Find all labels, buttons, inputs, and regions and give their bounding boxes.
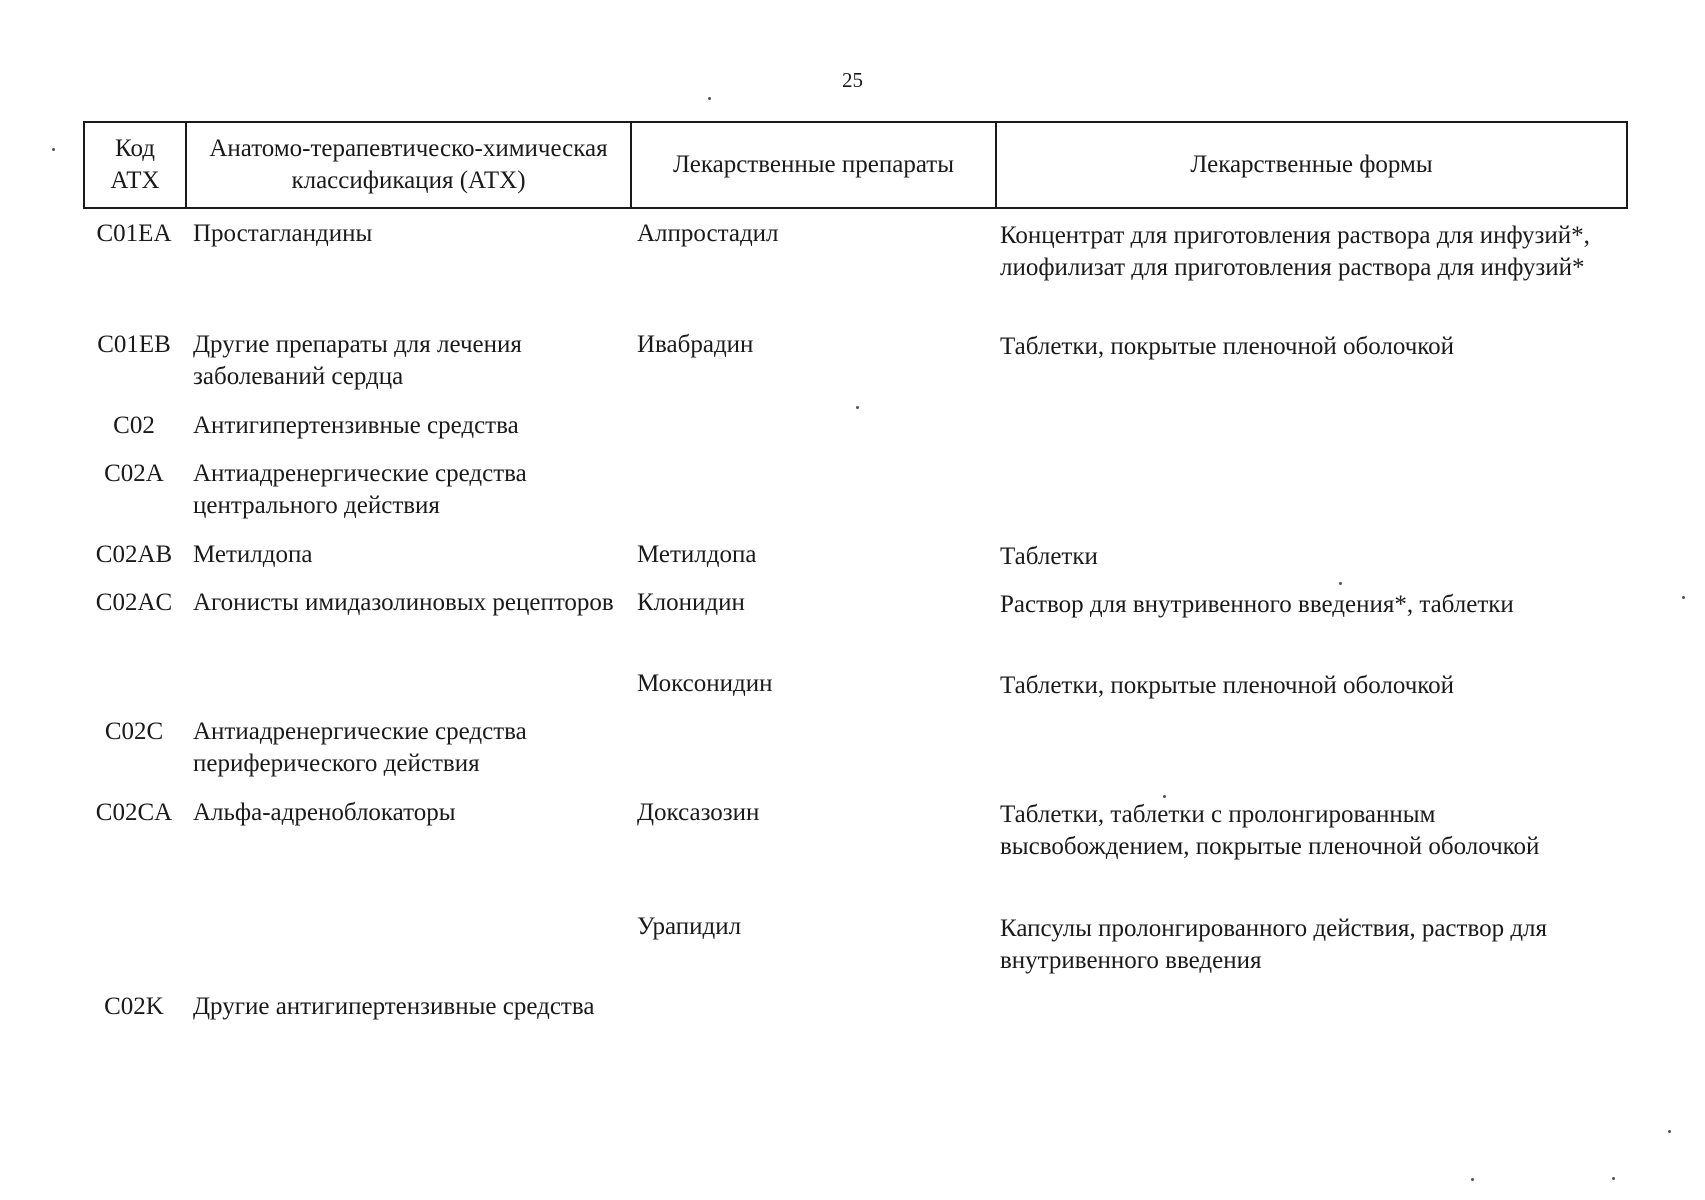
scan-speck — [1339, 582, 1342, 585]
cell-classification: Метилдопа — [193, 541, 313, 568]
cell-code: C02K — [104, 993, 164, 1020]
cell-classification: Антиадренергические средства периферического действия — [193, 718, 527, 777]
scan-speck — [1471, 1178, 1474, 1181]
scan-speck — [1163, 795, 1166, 798]
cell-classification: Агонисты имидазолиновых рецепторов — [193, 589, 614, 616]
cell-drug: Алпростадил — [637, 220, 779, 247]
table-row — [83, 449, 1626, 530]
cell-drug: Моксонидин — [637, 670, 773, 697]
cell-form — [995, 401, 1626, 449]
cell-code: C02AC — [95, 589, 173, 616]
cell-code: C02CA — [95, 799, 173, 826]
header-classification: Анатомо-терапевтическо-химическая классификация (АТХ) — [186, 122, 631, 208]
cell-classification: Антигипертензивные средства — [193, 412, 519, 439]
table-row — [83, 659, 1626, 707]
cell-drug — [630, 707, 995, 788]
cell-code: C02AB — [95, 541, 173, 568]
cell-drug — [630, 449, 995, 530]
cell-classification: Другие антигипертензивные средства — [193, 993, 595, 1020]
cell-drug: Урапидил — [637, 913, 742, 940]
table-row — [83, 209, 1626, 320]
header-forms: Лекарственные формы — [996, 122, 1627, 208]
header-code — [84, 122, 186, 208]
cell-classification: Другие препараты для лечения заболеваний сердца — [193, 331, 522, 390]
cell-classification — [185, 659, 630, 707]
cell-code: C02C — [104, 718, 164, 745]
page-number: 25 — [842, 68, 863, 92]
cell-drug: Клонидин — [637, 589, 745, 616]
cell-code: C01EB — [97, 331, 171, 358]
cell-form: Таблетки, таблетки с пролонгированным высвобождением, покрытые пленочной оболочкой — [1000, 801, 1540, 860]
cell-code: C02A — [104, 460, 164, 487]
cell-classification: Простагландины — [193, 220, 373, 247]
table-row — [83, 401, 1626, 449]
scan-speck — [1668, 1130, 1671, 1133]
table-row — [83, 902, 1626, 982]
table-body — [83, 209, 1626, 1063]
cell-form: Таблетки, покрытые пленочной оболочкой — [1000, 333, 1455, 360]
cell-classification: Альфа-адреноблокаторы — [193, 799, 456, 826]
table-row — [83, 578, 1626, 659]
cell-form — [995, 449, 1626, 530]
scan-speck — [1682, 596, 1685, 599]
header-row — [84, 122, 1627, 208]
cell-form: Капсулы пролонгированного действия, раствор для внутривенного введения — [1000, 915, 1548, 974]
cell-form — [995, 707, 1626, 788]
table-row — [83, 530, 1626, 578]
cell-classification — [185, 902, 630, 982]
cell-drug: Доксазозин — [637, 799, 760, 826]
table-row — [83, 982, 1626, 1063]
cell-code: C02 — [113, 412, 155, 439]
table-header — [83, 121, 1628, 209]
cell-form: Концентрат для приготовления раствора для инфузий*, лиофилизат для приготовления раствора для инфузий* — [1000, 222, 1590, 281]
scan-speck — [708, 97, 711, 100]
cell-form — [995, 982, 1626, 1063]
header-drugs: Лекарственные препараты — [631, 122, 996, 208]
scan-speck — [856, 406, 859, 409]
cell-form: Таблетки — [1000, 543, 1098, 570]
cell-drug: Ивабрадин — [637, 331, 754, 358]
header-code-text: Код АТХ — [110, 135, 160, 194]
scan-speck — [52, 148, 55, 151]
cell-code — [83, 659, 185, 707]
cell-code — [83, 902, 185, 982]
cell-drug — [630, 982, 995, 1063]
cell-code: C01EA — [96, 220, 172, 247]
table-row — [83, 788, 1626, 902]
scan-speck — [1612, 1177, 1615, 1180]
cell-form: Таблетки, покрытые пленочной оболочкой — [1000, 672, 1455, 699]
cell-form: Раствор для внутривенного введения*, таблетки — [1000, 591, 1514, 618]
table-row — [83, 320, 1626, 401]
cell-drug: Метилдопа — [637, 541, 757, 568]
cell-drug — [630, 401, 995, 449]
cell-classification: Антиадренергические средства центрального действия — [193, 460, 527, 519]
table-row — [83, 707, 1626, 788]
